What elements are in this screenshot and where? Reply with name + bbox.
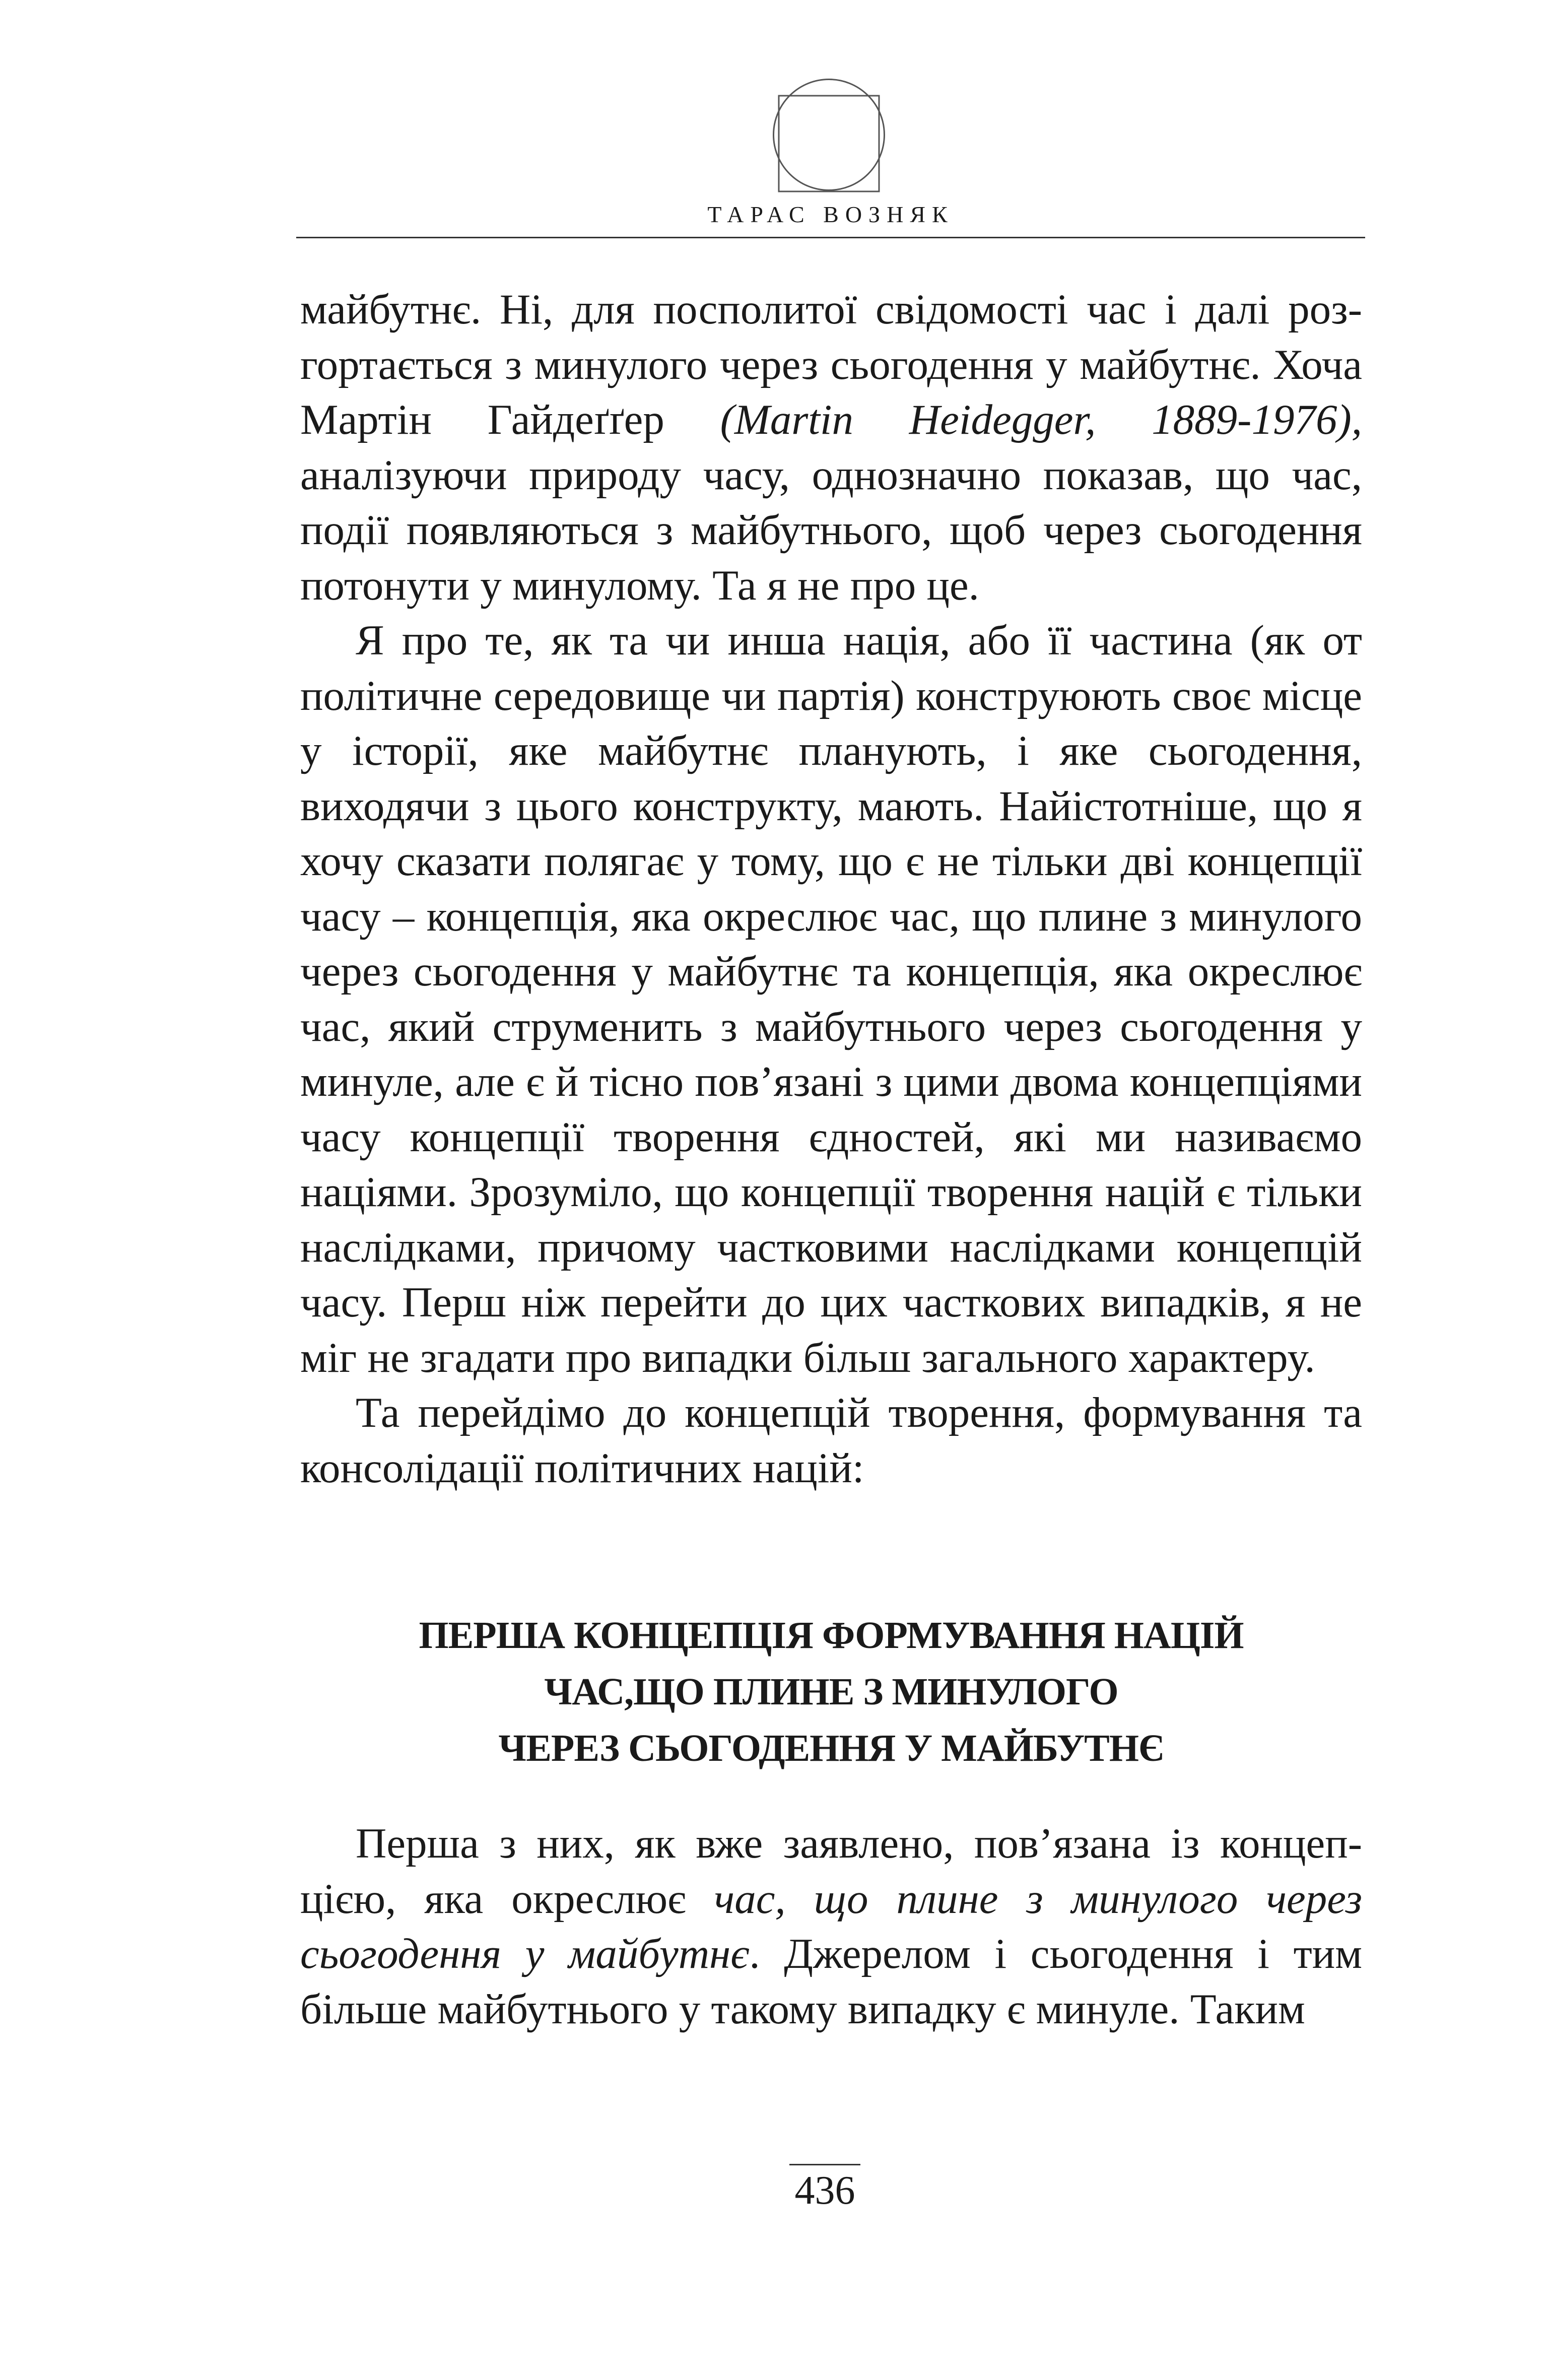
paragraph-2 (300, 613, 1362, 1385)
text-run: Та перейдімо до концепцій творення, формування та консолідації політичних націй: (300, 1389, 1362, 1492)
italic-citation: (Martin Heidegger, 1889-1976), (720, 396, 1362, 443)
text-run: майбутнє. Ні, для посполитої свідомості час і далі розгортається з минулого через сьогодення у майбутнє. Хоча Мартін Гайдеґґер (300, 286, 1362, 443)
text-run: Перша з них, як вже заявлено, пов’язана із концепцією, яка окреслює (300, 1820, 1362, 1923)
header-rule (296, 237, 1365, 238)
paragraph-1 (300, 282, 1362, 613)
italic-phrase: час, що плине з минулого через сьогодення у майбутнє (300, 1875, 1363, 1977)
section-heading-line-3: ЧЕРЕЗ СЬОГОДЕННЯ У МАЙБУТНЄ (498, 1727, 1164, 1769)
paragraph-4 (300, 1816, 1362, 2037)
body-text-continued (300, 1816, 1362, 2037)
text-run: Я про те, як та чи инша нація, або її частина (як от політичне середовище чи партія) конструюють своє місце у історії, яке майбутнє планують, і яке сьогодення, виходячи з цього конструкту, мають. Найістотніше, що я хочу сказати полягає у тому, що є не тільки дві концепції часу – концепція, яка окреслює час, що плине з минулого через сьогодення у майбутнє та концепція, яка окреслює час, який струменить з майбутнього через сьогодення у минуле, але є й тісно пов’язані з цими двома концепціями часу концепції творення єдностей, які ми називаємо націями. Зрозуміло, що концепції творення націй є тільки наслідками, причому частковими наслідками концепцій часу. Перш ніж перейти до цих часткових випадків, я не міг не згадати про випадки більш загального характеру. (300, 617, 1362, 1381)
page-number: 436 (794, 2168, 855, 2213)
body-text (300, 282, 1362, 1496)
text-run: . Джерелом і сьогодення і тим більше майбутнього у такому випадку є минуле. Таким (300, 1930, 1362, 2033)
section-heading-line-1: ПЕРША КОНЦЕПЦІЯ ФОРМУВАННЯ НАЦІЙ (419, 1614, 1244, 1657)
paragraph-3 (300, 1385, 1362, 1496)
folio-rule (789, 2164, 860, 2165)
section-heading-line-2: ЧАС,ЩО ПЛИНЕ З МИНУЛОГО (544, 1671, 1118, 1713)
text-run: аналізуючи природу часу, однозначно показав, що час, події появляються з майбутнього, щоб через сьогодення потонути у минулому. Та я не про це. (300, 451, 1362, 609)
section-heading (300, 1607, 1362, 1776)
running-head: ТАРАС ВОЗНЯК (707, 202, 954, 227)
circle-square-emblem-icon (770, 76, 888, 194)
